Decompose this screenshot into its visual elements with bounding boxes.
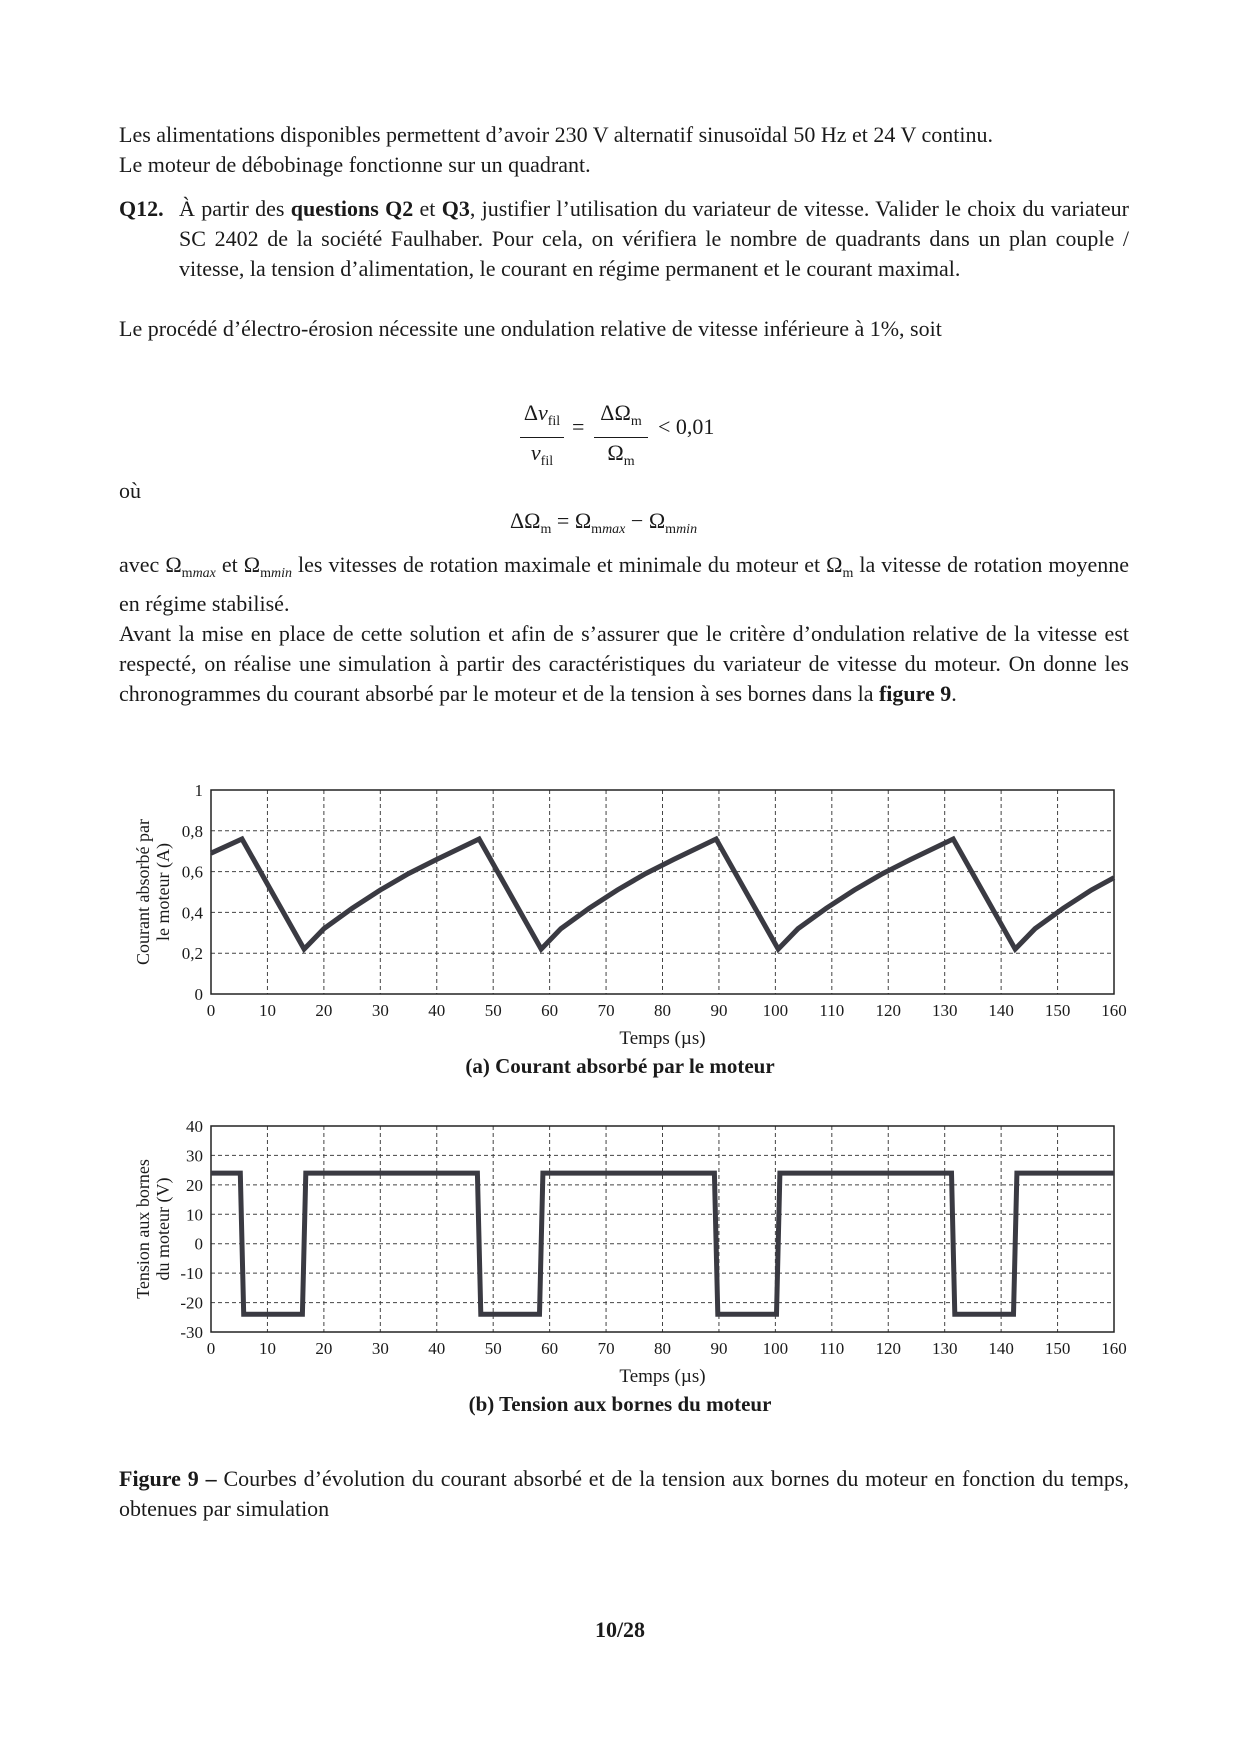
x-tick-label: 60: [541, 1001, 559, 1020]
y-tick-label: 20: [186, 1175, 203, 1195]
x-tick-label: 30: [371, 1001, 389, 1020]
intro-line2: Le moteur de débobinage fonctionne sur un quadrant.: [119, 152, 591, 177]
fraction-vfil: $\Delta v_{fil}$ $v_{fil}$: [520, 398, 564, 477]
question-text-a: À partir des: [179, 196, 291, 221]
x-tick-label: 40: [428, 1001, 446, 1020]
x-tick-label: 100: [762, 1001, 789, 1020]
y-tick-label: 0: [194, 985, 203, 1004]
x-tick-label: 80: [654, 1001, 671, 1020]
x-tick-label: 0: [206, 1001, 216, 1020]
question-text-c: , justifier l’utilisation du variateur de vitesse. Valider le choix du variateur SC 2402 de la société Faulhaber. Pour cela, on vérifiera le nombre de quadrants dans un plan couple / vitesse, la tension d’alimentation, le courant en régime permanent et le courant maximal.: [179, 196, 1129, 281]
x-tick-label: 150: [1044, 1001, 1071, 1020]
paragraph-ondulation: Le procédé d’électro-érosion nécessite une ondulation relative de vitesse inférieure à 1%, soit: [119, 316, 942, 341]
y-tick-label: 40: [186, 1117, 203, 1136]
chart-voltage-svg: [0, 1098, 1240, 1388]
figure-caption: [119, 1464, 1129, 1524]
x-tick-label: 110: [819, 1339, 845, 1358]
x-tick-label: 50: [484, 1339, 502, 1358]
x-tick-label: 160: [1101, 1339, 1127, 1358]
x-tick-label: 10: [258, 1001, 276, 1020]
equals-sign: =: [572, 414, 585, 439]
page-number: 10/28: [594, 1617, 646, 1642]
x-tick-label: 70: [597, 1339, 615, 1358]
question-label: Q12.: [119, 196, 164, 221]
y-axis-label-line1: Tension aux bornes: [133, 1159, 153, 1299]
paragraph-simulation: avec $\Omega_{mmax}$ et $\Omega_{mmin}$ les vitesses de rotation maximale et minimale du moteur et $\Omega_m$ la vitesse de rotation moyenne en régime stabilisé. Avant la mise en place de cette solution et afin de s’assurer que le critère d’ondulation relative de la vitesse est respecté, on réalise une simulation à partir des caractéristiques du variateur de vitesse du moteur. On donne les chronogrammes du courant absorbé par le moteur et de la tension à ses bornes dans la figure 9.: [119, 552, 1130, 706]
x-tick-label: 80: [654, 1339, 671, 1358]
y-tick-label: 0,6: [181, 862, 203, 882]
question-ref-q2: questions Q2: [290, 196, 414, 221]
y-tick-label: 10: [186, 1205, 203, 1225]
x-tick-label: 20: [315, 1001, 333, 1020]
y-tick-label: -10: [180, 1264, 203, 1284]
intro-paragraph: [119, 120, 1129, 180]
y-tick-label: 1: [194, 781, 203, 800]
chart-voltage: [0, 1098, 1240, 1388]
question-text-b: et: [413, 196, 442, 221]
x-tick-label: 30: [371, 1339, 389, 1358]
y-axis-label-line2: le moteur (A): [153, 843, 173, 941]
x-tick-label: 140: [988, 1001, 1014, 1020]
x-tick-label: 70: [597, 1001, 615, 1020]
x-tick-label: 10: [258, 1339, 276, 1358]
x-tick-label: 120: [875, 1001, 901, 1020]
x-tick-label: 140: [988, 1339, 1014, 1358]
x-tick-label: 130: [931, 1339, 958, 1358]
x-tick-label: 40: [428, 1339, 446, 1358]
x-tick-label: 20: [315, 1339, 333, 1358]
y-tick-label: 0,2: [181, 944, 203, 964]
y-axis-label-line2: du moteur (V): [153, 1177, 173, 1281]
x-tick-label: 130: [931, 1001, 958, 1020]
y-axis-label-line1: Courant absorbé par: [133, 819, 153, 965]
intro-line1: Les alimentations disponibles permettent d’avoir 230 V alternatif sinusoïdal 50 Hz et 24 V continu.: [119, 122, 993, 147]
figure-caption-label: Figure 9 –: [119, 1466, 217, 1491]
chart-current-svg: [0, 760, 1240, 1050]
x-axis-label: Temps (µs): [619, 1366, 706, 1387]
y-tick-label: -30: [180, 1323, 203, 1342]
x-tick-label: 110: [819, 1001, 845, 1020]
y-tick-label: 0: [194, 1234, 203, 1254]
equation-delta-omega: $\Delta\Omega_m = \Omega_{mmax} - \Omega_{mmin}$: [510, 508, 698, 537]
y-tick-label: 0,4: [181, 903, 203, 923]
x-tick-label: 0: [206, 1339, 216, 1358]
x-tick-label: 120: [875, 1339, 901, 1358]
figure-caption-text: Courbes d’évolution du courant absorbé et de la tension aux bornes du moteur en fonction du temps, obtenues par simulation: [119, 1466, 1129, 1521]
y-tick-label: 30: [186, 1146, 203, 1166]
x-tick-label: 90: [710, 1339, 728, 1358]
figure-ref: figure 9: [878, 681, 952, 706]
body-text: [119, 120, 1129, 344]
question-ref-q3: Q3: [441, 196, 470, 221]
x-tick-label: 150: [1044, 1339, 1071, 1358]
word-ou: où: [119, 478, 141, 503]
inequality-rhs: < 0,01: [658, 414, 715, 439]
fraction-omega: $\Delta\Omega_m$ $\Omega_m$: [594, 398, 648, 477]
question-q12: [119, 194, 1129, 284]
y-tick-label: -20: [180, 1293, 203, 1313]
x-tick-label: 90: [710, 1001, 728, 1020]
chart-current: [0, 760, 1240, 1050]
question-text: [179, 194, 1129, 284]
y-tick-label: 0,8: [181, 821, 203, 841]
x-tick-label: 60: [541, 1339, 559, 1358]
x-axis-label: Temps (µs): [619, 1028, 706, 1049]
x-tick-label: 100: [762, 1339, 789, 1358]
equation-ripple: [520, 398, 820, 469]
x-tick-label: 160: [1101, 1001, 1127, 1020]
x-tick-label: 50: [484, 1001, 502, 1020]
caption-current: (a) Courant absorbé par le moteur: [465, 1054, 775, 1078]
caption-voltage: (b) Tension aux bornes du moteur: [468, 1392, 772, 1416]
